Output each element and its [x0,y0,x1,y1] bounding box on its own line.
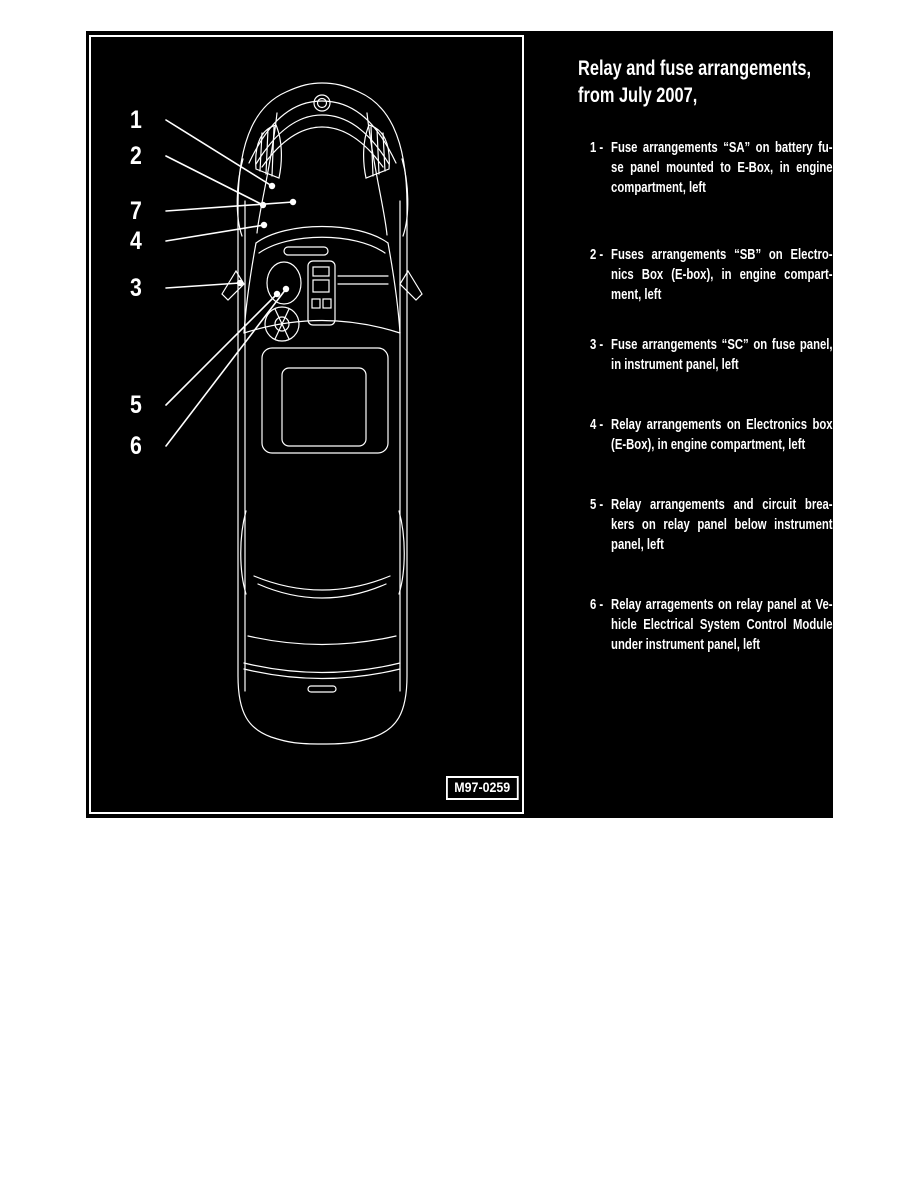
callout-label-2: 2 [130,142,142,170]
hood-crease-lines [257,113,387,235]
list-item [590,495,833,555]
steering-wheel [265,307,299,341]
item-text-line: se panel mounted to E-Box, in engine [611,160,833,176]
list-item [590,415,833,455]
item-text-line: Fuse arrangements “SC” on fuse panel, [611,337,833,353]
car-top-view-illustration [86,31,527,818]
mirror-right [400,271,422,300]
item-number: 5 - [590,497,604,513]
item-text-line: ment, left [611,287,662,303]
item-text-line: Relay arragements on relay panel at Ve- [611,597,833,613]
item-text [611,415,833,455]
item-text-line: Relay arrangements and circuit brea- [611,497,833,513]
center-console [308,261,335,325]
item-text [611,335,833,375]
item-number: 2 - [590,247,604,263]
vw-emblem [314,95,330,111]
page-title [578,55,843,109]
relay-fuse-panel [86,31,833,818]
item-number: 1 - [590,140,604,156]
item-number: 4 - [590,417,604,433]
item-text-line: Fuse arrangements “SA” on battery fu- [611,140,833,156]
item-text-line: hicle Electrical System Control Module [611,617,833,633]
item-text [611,495,833,555]
item-text-line: compartment, left [611,180,706,196]
callout-label-1: 1 [130,106,142,134]
item-number: 6 - [590,597,604,613]
item-text-line: panel, left [611,537,664,553]
item-text-line: Relay arrangements on Electronics box [611,417,833,433]
item-list [590,138,833,695]
callout-label-3: 3 [130,274,142,302]
item-text-line: (E-Box), in engine compartment, left [611,437,806,453]
callout-dots [237,183,296,297]
callout-label-5: 5 [130,391,142,419]
list-item [590,245,833,305]
list-item [590,335,833,375]
trunk-lines [244,636,400,692]
figure-code-badge: M97-0259 [446,776,518,800]
text-panel [527,31,833,818]
item-text [611,245,833,305]
callout-label-7: 7 [130,197,142,225]
callout-label-6: 6 [130,432,142,460]
item-text [611,595,833,655]
item-number: 3 - [590,337,604,353]
instrument-cluster [267,262,301,304]
list-item [590,595,833,655]
callout-label-4: 4 [130,227,142,255]
item-text-line: kers on relay panel below instrument [611,517,833,533]
car-diagram-box [86,31,527,818]
page-title-line-2: from July 2007, [578,84,698,107]
item-text-line: Fuses arrangements “SB” on Electro- [611,247,833,263]
item-text-line: in instrument panel, left [611,357,739,373]
callout-lines [166,120,293,446]
rear-window [254,576,390,598]
page-title-line-1: Relay and fuse arrangements, [578,57,812,80]
list-item [590,138,833,198]
sunroof [262,348,388,453]
item-text-line: nics Box (E-box), in engine compart- [611,267,833,283]
item-text-line: under instrument panel, left [611,637,760,653]
item-text [611,138,833,198]
headlight-right [364,125,390,178]
